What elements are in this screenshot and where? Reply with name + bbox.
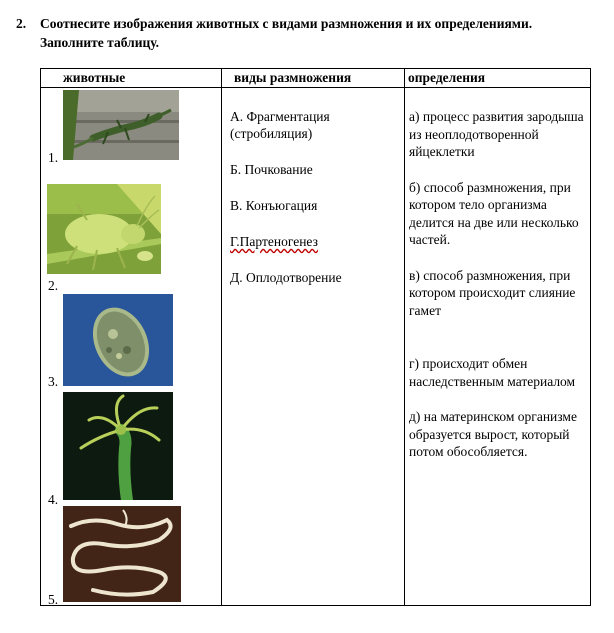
definitions-cell bbox=[405, 88, 591, 606]
type-item-b: Б. Почкование bbox=[230, 162, 313, 177]
task-number: 2. bbox=[16, 16, 27, 31]
lizard-photo bbox=[63, 90, 179, 160]
animal-label-3: 3. bbox=[48, 374, 59, 389]
tapeworm-photo bbox=[63, 506, 181, 602]
animal-label-2: 2. bbox=[48, 278, 59, 293]
definition-c: в) способ размножения, при котором происходит слияние гамет bbox=[409, 267, 576, 318]
definition-a: а) процесс развития зародыша из неоплодотворенной яйцеклетки bbox=[409, 109, 584, 159]
type-item-e: Д. Оплодотворение bbox=[230, 270, 342, 285]
type-item-c: В. Конъюгация bbox=[230, 198, 318, 213]
paramecium-photo bbox=[63, 294, 173, 386]
task-text: Соотнесите изображения животных с видами размножения и их определениями. Заполните таблицу. bbox=[40, 16, 533, 50]
header-animals: животные bbox=[41, 69, 222, 88]
aphid-photo bbox=[47, 184, 161, 274]
type-item-a: А. Фрагментация (стробиляция) bbox=[230, 109, 330, 141]
animal-label-5: 5. bbox=[48, 592, 59, 607]
reproduction-types-cell bbox=[222, 88, 405, 606]
animal-label-4: 4. bbox=[48, 492, 59, 507]
header-definitions: определения bbox=[405, 69, 591, 88]
animal-label-1: 1. bbox=[48, 150, 59, 165]
definition-d: г) происходит обмен наследственным материалом bbox=[409, 356, 576, 389]
type-item-d: Г.Партеногенез bbox=[230, 234, 318, 249]
header-reproduction-types: виды размножения bbox=[222, 69, 405, 88]
table-body-row bbox=[41, 88, 591, 606]
animals-cell bbox=[41, 88, 222, 606]
definition-b: б) способ размножения, при котором тело организма делится на две или несколько частей. bbox=[409, 179, 579, 247]
definition-e: д) на материнском организме образуется вырост, который потом обособляется. bbox=[409, 409, 577, 459]
matching-table bbox=[40, 68, 591, 606]
hydra-photo bbox=[63, 392, 173, 500]
table-header-row bbox=[41, 69, 591, 88]
